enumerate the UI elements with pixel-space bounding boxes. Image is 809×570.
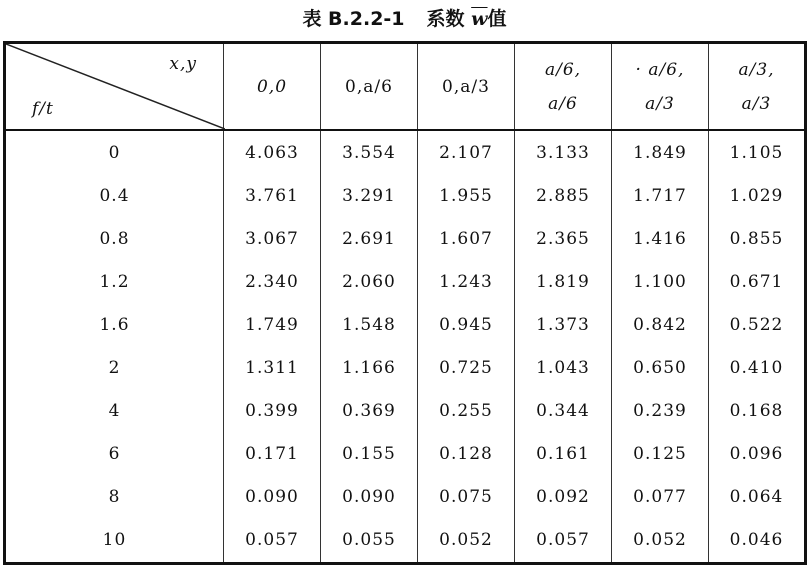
column-header-line2: a/3 — [645, 93, 675, 114]
corner-header — [5, 43, 224, 131]
table-cell: 0.399 — [224, 390, 321, 433]
table-cell: 1.043 — [515, 346, 612, 389]
table-cell: 0.075 — [418, 476, 515, 519]
table-cell: 3.067 — [224, 217, 321, 260]
table-cell: 0.096 — [709, 433, 806, 476]
table-cell: 0.671 — [709, 260, 806, 303]
table-cell: 0.945 — [418, 303, 515, 346]
table-cell: 2.365 — [515, 217, 612, 260]
table-row — [5, 130, 806, 174]
table-cell: 0.052 — [418, 519, 515, 564]
table-cell: 1.607 — [418, 217, 515, 260]
table-cell: 2.885 — [515, 174, 612, 217]
table-cell: 1.955 — [418, 174, 515, 217]
table-cell: 1.105 — [709, 130, 806, 174]
table-cell: 0.052 — [612, 519, 709, 564]
table-cell: 0.168 — [709, 390, 806, 433]
table-cell: 0.842 — [612, 303, 709, 346]
table-cell: 1.100 — [612, 260, 709, 303]
table-cell: 0.369 — [321, 390, 418, 433]
table-cell: 1.717 — [612, 174, 709, 217]
table-cell: 1.749 — [224, 303, 321, 346]
table-cell: 3.291 — [321, 174, 418, 217]
corner-label-ft: f/t — [32, 99, 54, 119]
table-row — [5, 174, 806, 217]
column-header-line1: 0,a/6 — [345, 76, 393, 97]
column-header-line1: · a/6, — [635, 59, 685, 80]
table-cell: 0.077 — [612, 476, 709, 519]
table-cell: 0.057 — [515, 519, 612, 564]
table-cell: 0.057 — [224, 519, 321, 564]
table-cell: 4.063 — [224, 130, 321, 174]
row-label-ft: 4 — [108, 401, 121, 422]
table-cell: 3.761 — [224, 174, 321, 217]
table-cell: 0.650 — [612, 346, 709, 389]
table-cell: 0.128 — [418, 433, 515, 476]
table-cell: 0.161 — [515, 433, 612, 476]
column-header — [321, 43, 418, 131]
row-label-ft: 10 — [102, 530, 127, 551]
table-row — [5, 303, 806, 346]
table-cell: 1.819 — [515, 260, 612, 303]
table-cell: 1.548 — [321, 303, 418, 346]
table-cell: 1.416 — [612, 217, 709, 260]
row-label-ft: 0.8 — [99, 228, 130, 249]
corner-label-xy: x,y — [169, 54, 197, 74]
table-cell: 3.554 — [321, 130, 418, 174]
table-row — [5, 260, 806, 303]
table-cell: 0.855 — [709, 217, 806, 260]
column-header — [612, 43, 709, 131]
coefficient-symbol: $\overline{w}$ — [471, 8, 488, 30]
table-cell: 3.133 — [515, 130, 612, 174]
column-header — [418, 43, 515, 131]
column-header-line1: 0,0 — [256, 76, 288, 97]
table-number: 表 B.2.2-1 — [302, 8, 405, 30]
table-row — [5, 390, 806, 433]
table-cell: 1.166 — [321, 346, 418, 389]
row-label-ft: 1.2 — [99, 271, 130, 292]
table-cell: 0.046 — [709, 519, 806, 564]
table-cell: 1.243 — [418, 260, 515, 303]
column-header-line2: a/6 — [548, 93, 578, 114]
table-title: 系数 — [426, 8, 465, 30]
table-cell: 1.029 — [709, 174, 806, 217]
table-cell: 0.410 — [709, 346, 806, 389]
column-header — [709, 43, 806, 131]
row-label-ft: 0 — [108, 142, 121, 163]
table-cell: 0.090 — [321, 476, 418, 519]
row-label-ft: 6 — [108, 444, 121, 465]
table-cell: 2.060 — [321, 260, 418, 303]
table-cell: 0.092 — [515, 476, 612, 519]
header-row — [5, 43, 806, 131]
table-row — [5, 217, 806, 260]
row-label-ft: 2 — [108, 358, 121, 379]
table-cell: 0.522 — [709, 303, 806, 346]
table-cell: 0.171 — [224, 433, 321, 476]
table-cell: 0.725 — [418, 346, 515, 389]
table-cell: 0.344 — [515, 390, 612, 433]
row-label-ft: 8 — [108, 487, 121, 508]
table-cell: 0.255 — [418, 390, 515, 433]
table-cell: 1.849 — [612, 130, 709, 174]
table-row — [5, 519, 806, 564]
table-caption — [0, 4, 809, 34]
column-header-line1: a/3, — [738, 59, 775, 80]
table-row — [5, 346, 806, 389]
table-cell: 1.373 — [515, 303, 612, 346]
table-cell: 0.064 — [709, 476, 806, 519]
column-header-line1: 0,a/3 — [442, 76, 490, 97]
table-cell: 0.239 — [612, 390, 709, 433]
row-label-ft: 0.4 — [99, 185, 130, 206]
column-header-line1: a/6, — [544, 59, 582, 80]
table-title-suffix: 值 — [487, 8, 507, 30]
table-cell: 0.125 — [612, 433, 709, 476]
table-cell: 0.090 — [224, 476, 321, 519]
row-label-ft: 1.6 — [99, 314, 130, 335]
table-cell: 0.155 — [321, 433, 418, 476]
column-header — [224, 43, 321, 131]
table-cell: 1.311 — [224, 346, 321, 389]
table-row — [5, 476, 806, 519]
table-row — [5, 433, 806, 476]
table-cell: 0.055 — [321, 519, 418, 564]
table-body — [5, 130, 806, 564]
column-header-line2: a/3 — [741, 93, 772, 114]
table-cell: 2.340 — [224, 260, 321, 303]
column-header — [515, 43, 612, 131]
coefficient-table — [3, 41, 807, 565]
table-cell: 2.107 — [418, 130, 515, 174]
table-cell: 2.691 — [321, 217, 418, 260]
